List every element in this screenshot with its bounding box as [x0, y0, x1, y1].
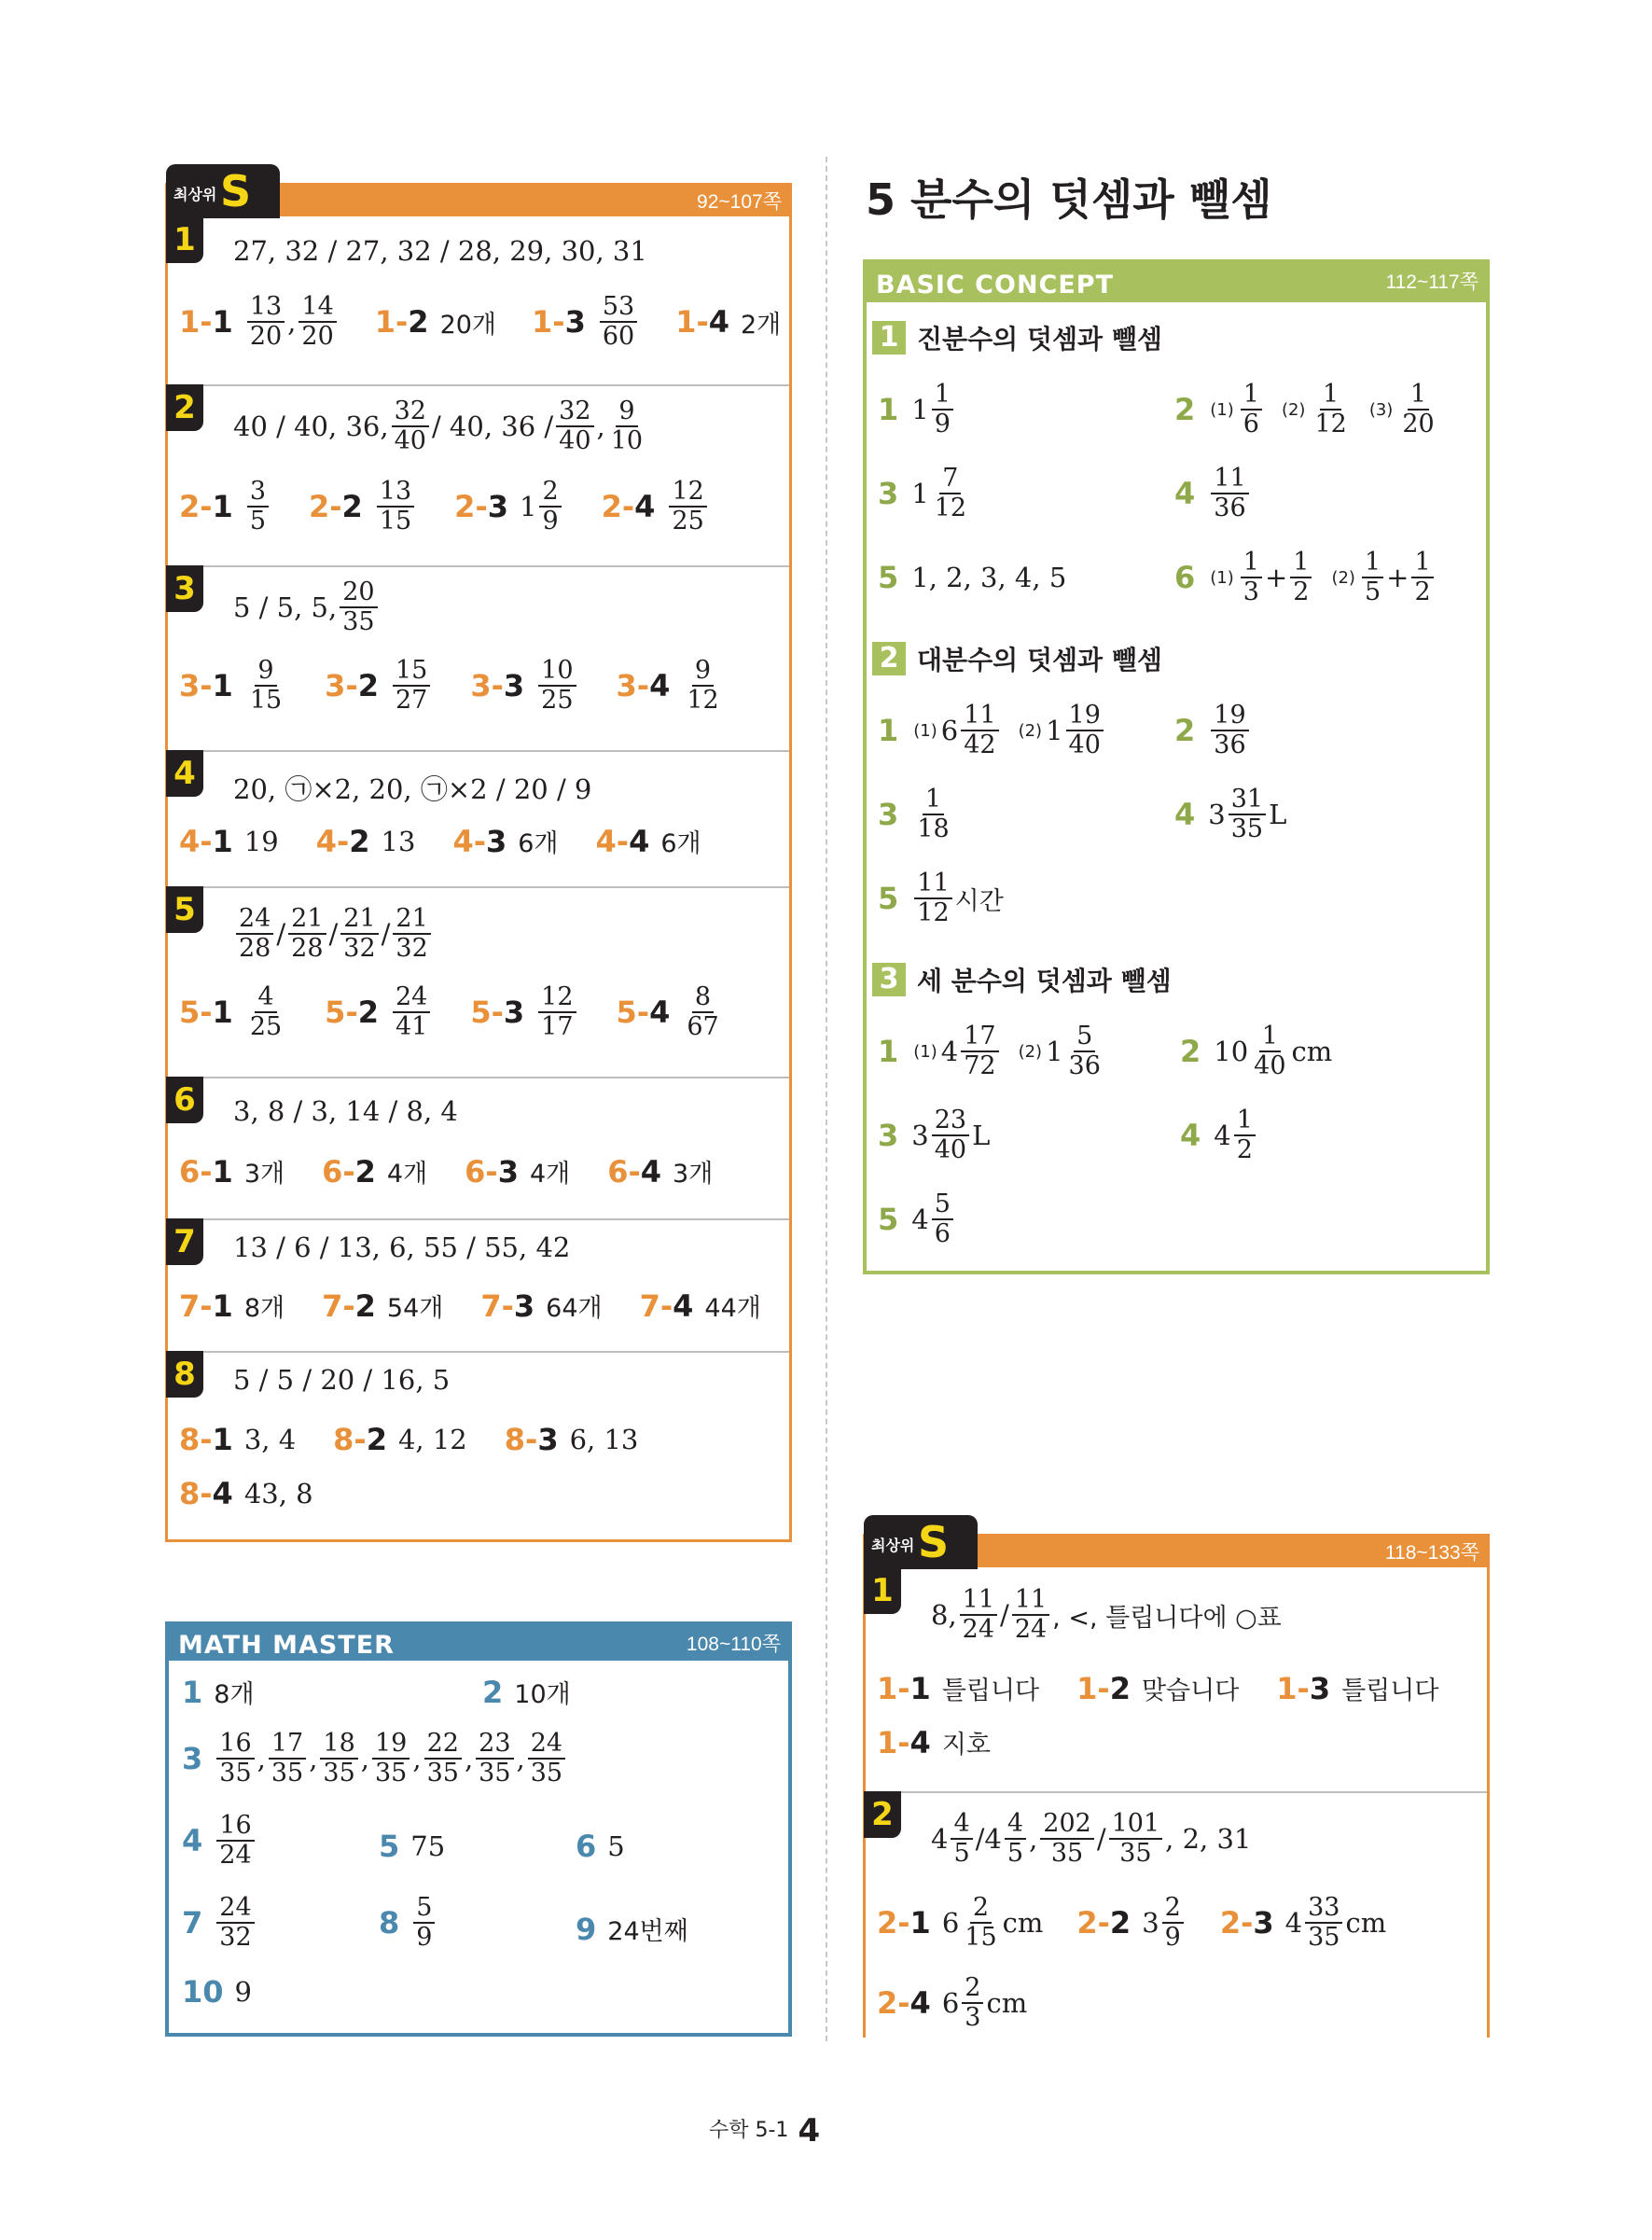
footer-subject: 수학 5-1 [709, 2119, 789, 2142]
fraction: $\frac{23}{35}$ [476, 1730, 513, 1788]
main-answer: 8, $\frac{11}{24}$ / $\frac{11}{24}$ , <, 틀립니다에 ○표 [931, 1585, 1282, 1644]
section-number: 5 [166, 886, 203, 933]
badge-letter: S [220, 166, 252, 216]
answer-row: 10 9 [182, 1974, 252, 2010]
answer-row: 3-1 $\frac{9}{15}$ 3-2 $\frac{15}{27}$ 3-3 $\frac{10}{25}$ 3-4 $\frac{9}{12}$ [179, 656, 719, 715]
section-number: 3 [166, 565, 203, 612]
subsection-heading: 2 대분수의 덧셈과 뺄셈 [872, 640, 1162, 677]
panel-title: BASIC CONCEPT [876, 271, 1115, 299]
answer-row: 8-4 43, 8 [179, 1476, 313, 1511]
answer-row: 6-1 3개 6-2 4개 6-3 4개 6-4 3개 [179, 1153, 714, 1190]
panel-title: MATH MASTER [178, 1631, 395, 1660]
main-answer: 40 / 40, 36, $\frac{32}{40}$ / 40, 36 / $\frac{32}{40}$ , $\frac{9}{10}$ [233, 397, 644, 455]
answer-row: 1 8개 [182, 1674, 255, 1710]
section-8 [168, 1351, 789, 1537]
answer-row: 1-4 지호 [877, 1724, 991, 1760]
answer-row: 5 75 [379, 1829, 446, 1864]
answer-row: 5 4 $\frac{5}{6}$ [878, 1190, 956, 1248]
fraction: $\frac{19}{35}$ [372, 1730, 410, 1788]
section-2 [866, 1791, 1487, 2038]
answer-row: 9 24번째 [576, 1911, 688, 1947]
right-answer-panel [863, 1517, 1490, 2038]
answer-row: 4 $\frac{11}{36}$ [1174, 465, 1252, 522]
section-2 [168, 384, 789, 567]
answer-row: 4-1 19 4-2 13 4-3 6개 4-4 6개 [179, 823, 701, 859]
badge [864, 1515, 978, 1569]
answer-row: 2 10개 [482, 1674, 571, 1710]
fraction: $\frac{22}{35}$ [424, 1730, 462, 1788]
section-number: 8 [166, 1351, 203, 1398]
section-number: 6 [166, 1077, 203, 1123]
answer-row: 7-1 8개 7-2 54개 7-3 64개 7-4 44개 [179, 1287, 761, 1324]
main-answer: 4 $\frac{4}{5}$ / 4 $\frac{4}{5}$ , $\frac{202}{35}$ / $\frac{101}{35}$ , 2, 31 [931, 1809, 1252, 1868]
answer-row: 5-1 $\frac{4}{25}$ 5-2 $\frac{24}{41}$ 5-3 $\frac{12}{17}$ 5-4 $\frac{8}{67}$ [179, 982, 719, 1041]
main-answer: 5 / 5 / 20 / 16, 5 [233, 1364, 451, 1396]
answer-row: 4 $\frac{16}{24}$ [182, 1812, 257, 1870]
section-number: 7 [166, 1218, 203, 1265]
answer-row: 7 $\frac{24}{32}$ [182, 1894, 257, 1952]
subsection-heading: 1 진분수의 덧셈과 뺄셈 [872, 319, 1162, 356]
answer-row: 3 $\frac{16}{35}$ , $\frac{17}{35}$ , $\frac{18}{35}$ , $\frac{19}{35}$ , $\frac{22}{35}$ , $\frac{23}{35}$ , $\frac{24}{35}$ [182, 1730, 568, 1788]
basic-concept-panel [863, 259, 1490, 1274]
fraction: $\frac{17}{35}$ [269, 1730, 306, 1788]
answer-row: 3 3 $\frac{23}{40}$ L [878, 1106, 991, 1164]
fraction: $\frac{18}{35}$ [320, 1730, 357, 1788]
answer-row: 2-4 6 $\frac{2}{3}$ cm [877, 1973, 1028, 2032]
page-range: 92~107쪽 [697, 191, 782, 213]
main-answer: 27, 32 / 27, 32 / 28, 29, 30, 31 [233, 235, 647, 267]
section-number: 4 [166, 750, 203, 797]
answer-row: 1-1 $\frac{13}{20}$ , $\frac{14}{20}$ 1-2 20개 1-3 $\frac{53}{60}$ 1-4 2개 [179, 292, 782, 351]
column-divider [826, 157, 827, 2041]
section-6 [168, 1077, 789, 1220]
main-answer: 3, 8 / 3, 14 / 8, 4 [233, 1095, 458, 1127]
answer-row: 4 4 $\frac{1}{2}$ [1180, 1106, 1258, 1164]
subsection-heading: 3 세 분수의 덧셈과 뺄셈 [872, 961, 1172, 998]
section-1 [168, 216, 789, 386]
page-range: 108~110쪽 [686, 1634, 781, 1655]
main-answer: 13 / 6 / 13, 6, 55 / 55, 42 [233, 1231, 571, 1263]
answer-row: 2-1 $\frac{3}{5}$ 2-2 $\frac{13}{15}$ 2-3 1 $\frac{2}{9}$ 2-4 $\frac{12}{25}$ [179, 478, 710, 536]
answer-row: 2 10 $\frac{1}{40}$ cm [1180, 1022, 1333, 1080]
page-footer [709, 2112, 820, 2150]
section-number: 1 [864, 1567, 901, 1614]
page-range: 112~117쪽 [1385, 271, 1478, 293]
section-number: 2 [864, 1791, 901, 1838]
section-7 [168, 1218, 789, 1353]
section-5 [168, 886, 789, 1078]
main-answer: 5 / 5, 5, $\frac{20}{35}$ [233, 578, 381, 636]
answer-row: 2 (1) $\frac{1}{6}$ (2) $\frac{1}{12}$ (3) $\frac{1}{20}$ [1174, 380, 1435, 438]
answer-row: 6 5 [576, 1829, 625, 1864]
answer-row: 8 $\frac{5}{9}$ [379, 1894, 437, 1952]
section-number: 2 [166, 384, 203, 431]
answer-row: 8-1 3, 4 8-2 4, 12 8-3 6, 13 [179, 1422, 639, 1457]
answer-row: 3 1 $\frac{7}{12}$ [878, 464, 967, 522]
page-range: 118~133쪽 [1384, 1542, 1479, 1564]
fraction: $\frac{16}{35}$ [216, 1730, 254, 1788]
answer-row: 1 (1) 6 $\frac{11}{42}$ (2) 1 $\frac{19}{40}$ [878, 702, 1106, 759]
section-number: 1 [166, 216, 203, 263]
answer-row: 5 1, 2, 3, 4, 5 [878, 560, 1067, 595]
answer-row: 3 $\frac{1}{18}$ [878, 785, 950, 843]
answer-row: 2 $\frac{19}{36}$ [1174, 702, 1252, 759]
badge-letter: S [918, 1517, 950, 1567]
answer-row: 2-1 6 $\frac{2}{15}$ cm 2-2 3 $\frac{2}{9}$ 2-3 4 $\frac{33}{35}$ cm [877, 1893, 1387, 1952]
answer-row: 1-1 틀립니다 1-2 맞습니다 1-3 틀립니다 [877, 1670, 1439, 1706]
answer-row: 5 $\frac{11}{12}$ 시간 [878, 869, 1004, 927]
section-1 [866, 1567, 1487, 1793]
section-3 [168, 565, 789, 752]
answer-row: 4 3 $\frac{31}{35}$ L [1174, 785, 1287, 843]
main-answer: 20, ㉠×2, 20, ㉠×2 / 20 / 9 [233, 773, 592, 805]
fraction: $\frac{24}{35}$ [528, 1730, 565, 1788]
badge-text: 최상위 [174, 186, 217, 203]
main-answer: $\frac{24}{28}$ / $\frac{21}{28}$ / $\frac{21}{32}$ / $\frac{21}{32}$ [233, 905, 434, 963]
answer-row: 1 1 $\frac{1}{9}$ [878, 381, 956, 438]
section-4 [168, 750, 789, 888]
chapter-title: 5 분수의 덧셈과 뺄셈 [866, 174, 1272, 225]
answer-row: 6 (1) $\frac{1}{3}$ + $\frac{1}{2}$ (2) $\frac{1}{5}$ + $\frac{1}{2}$ [1174, 549, 1437, 606]
left-answer-panel [165, 166, 792, 1542]
badge-text: 최상위 [871, 1537, 915, 1554]
answer-row: 1 (1) 4 $\frac{17}{72}$ (2) 1 $\frac{5}{36}$ [878, 1022, 1101, 1080]
badge [166, 164, 280, 218]
math-master-panel [165, 1621, 792, 2037]
page-number: 4 [798, 2112, 821, 2150]
